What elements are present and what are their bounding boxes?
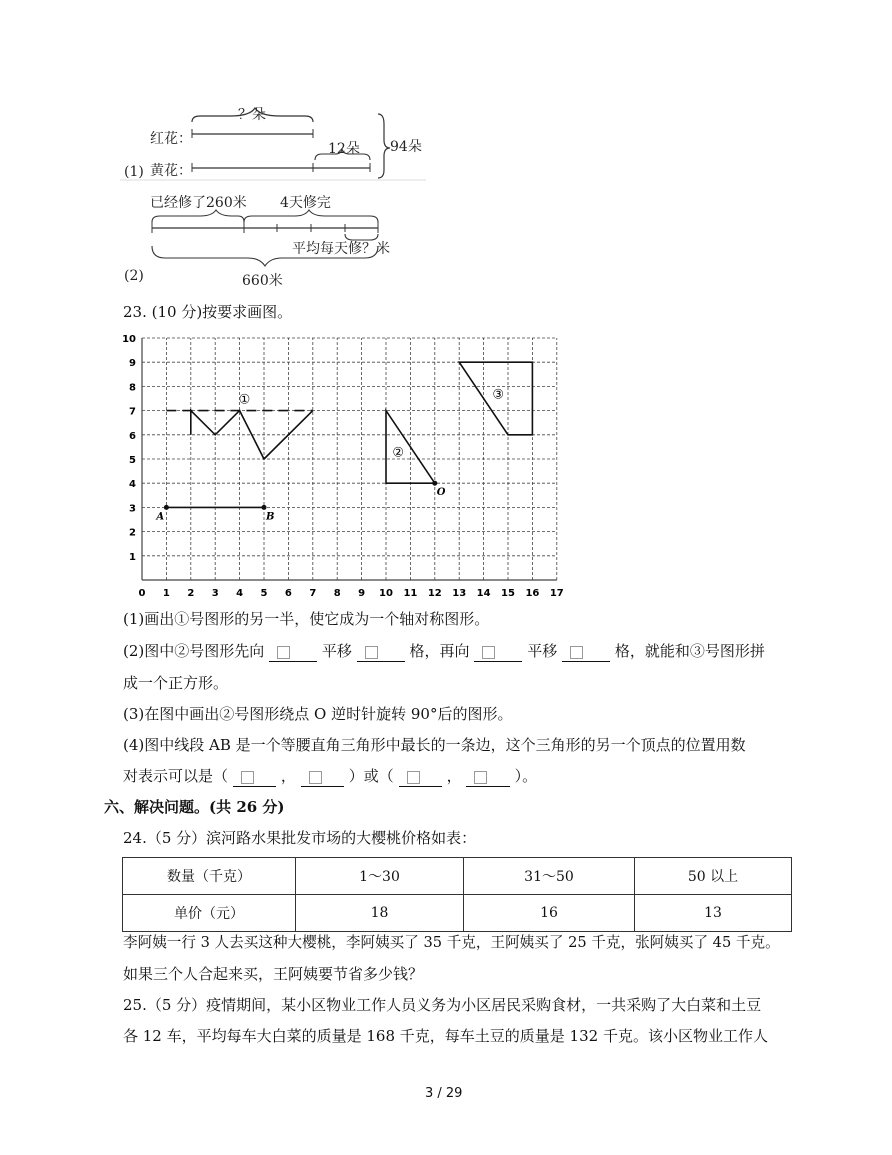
x-tick-label: 0 <box>138 588 146 599</box>
label-a: A <box>156 511 165 523</box>
q24-title: 24.（5 分）滨河路水果批发市场的大樱桃价格如表： <box>123 829 477 847</box>
table-cell: 单价（元） <box>123 895 296 932</box>
table-cell: 数量（千克） <box>123 858 296 895</box>
q23-part4-e: ）。 <box>514 767 538 785</box>
label-b: B <box>266 511 275 523</box>
diagram-2-number: (2) <box>124 268 144 284</box>
diagram-2-total: 660米 <box>242 273 283 289</box>
point-b <box>262 505 267 510</box>
x-tick-label: 5 <box>260 588 268 599</box>
y-tick-label: 4 <box>129 479 136 491</box>
y-tick-label: 2 <box>129 527 136 539</box>
x-tick-label: 17 <box>549 588 564 599</box>
y-tick-label: 10 <box>122 334 136 345</box>
x-tick-label: 11 <box>403 588 418 599</box>
diagram-1-total: 94朵 <box>390 139 422 155</box>
q23-part4-b: ， <box>280 767 296 785</box>
diagram-2-avg: 平均每天修？米 <box>292 241 390 257</box>
x-tick-label: 2 <box>187 588 195 599</box>
shape-2-label: ② <box>392 445 405 461</box>
q24-line1: 李阿姨一行 3 人去买这种大樱桃，李阿姨买了 35 千克，王阿姨买了 25 千克，张阿姨买了 45 千克。 <box>123 934 780 951</box>
x-tick-label: 13 <box>452 588 467 599</box>
q23-part4-line2 <box>123 766 537 787</box>
diagram-1 <box>120 100 440 185</box>
y-tick-label: 1 <box>129 551 136 563</box>
x-tick-label: 6 <box>284 588 292 599</box>
y-tick-label: 7 <box>129 406 136 418</box>
x-tick-label: 7 <box>309 588 317 599</box>
diagram-1-yellow-label: 黄花： <box>150 163 192 179</box>
x-tick-label: 4 <box>236 588 244 599</box>
q23-part2-e: 格，就能和③号图形拼 <box>614 642 765 660</box>
blank-box <box>309 771 322 784</box>
section-6-title: 六、解决问题。(共 26 分) <box>104 798 285 816</box>
table-cell: 18 <box>296 895 464 932</box>
q23-part1: (1)画出①号图形的另一半，使它成为一个轴对称图形。 <box>123 610 490 628</box>
x-tick-label: 10 <box>379 588 393 599</box>
q25-line2: 各 12 车，平均每车大白菜的质量是 168 千克，每车土豆的质量是 132 千克。该小区物业工作人 <box>123 1027 768 1045</box>
answer-blank-x2[interactable] <box>399 766 442 787</box>
y-tick-label: 8 <box>129 382 136 394</box>
x-tick-label: 9 <box>358 588 366 599</box>
table-cell: 1～30 <box>296 858 464 895</box>
q23-title: 23. (10 分)按要求画图。 <box>123 303 293 321</box>
table-cell: 31～50 <box>464 858 635 895</box>
label-o: O <box>436 487 446 499</box>
q23-part2-c: 格，再向 <box>409 642 470 660</box>
q23-part4-c: ）或（ <box>348 767 394 785</box>
q23-part3: (3)在图中画出②号图形绕点 O 逆时针旋转 90°后的图形。 <box>123 705 513 723</box>
diagram-1-lines <box>120 100 440 185</box>
y-tick-label: 3 <box>129 503 136 515</box>
diagram-1-question: ？朵 <box>238 107 266 123</box>
q24-line2: 如果三个人合起来买，王阿姨要节省多少钱？ <box>123 965 424 983</box>
point-a <box>164 505 169 510</box>
table-cell: 13 <box>635 895 792 932</box>
shape-3-label: ③ <box>492 387 505 403</box>
blank-box <box>407 771 420 784</box>
blank-box <box>277 646 290 659</box>
answer-blank-x1[interactable] <box>233 766 276 787</box>
diagram-2-lines <box>120 186 440 290</box>
x-tick-label: 15 <box>501 588 515 599</box>
y-tick-label: 6 <box>129 430 136 442</box>
q23-part4-line1: (4)图中线段 AB 是一个等腰直角三角形中最长的一条边，这个三角形的另一个顶点的位置用数 <box>123 736 746 754</box>
answer-blank-steps-1[interactable] <box>357 641 405 662</box>
blank-box <box>570 646 583 659</box>
diagram-2-days: 4天修完 <box>280 195 331 211</box>
shape-1-label: ① <box>238 392 251 408</box>
blank-box <box>365 646 378 659</box>
page-number: 3 / 29 <box>425 1086 463 1101</box>
price-table <box>122 857 792 932</box>
q23-part2-b: 平移 <box>321 642 352 660</box>
y-tick-label: 5 <box>129 455 136 466</box>
coordinate-grid <box>112 328 572 600</box>
y-tick-label: 9 <box>129 358 136 370</box>
q23-part4-a: 对表示可以是（ <box>123 767 229 785</box>
blank-box <box>241 771 254 784</box>
q23-part2-a: (2)图中②号图形先向 <box>123 642 265 660</box>
answer-blank-y1[interactable] <box>301 766 344 787</box>
answer-blank-steps-2[interactable] <box>562 641 610 662</box>
x-tick-label: 1 <box>162 588 170 599</box>
q23-part2-line1 <box>123 641 765 662</box>
x-tick-label: 3 <box>211 588 219 599</box>
table-row <box>123 895 792 932</box>
diagram-2-done: 已经修了260米 <box>150 195 247 211</box>
x-tick-label: 8 <box>333 588 341 599</box>
q23-part2-line2: 成一个正方形。 <box>123 674 229 692</box>
table-cell: 16 <box>464 895 635 932</box>
diagram-1-red-label: 红花： <box>150 131 192 147</box>
table-cell: 50 以上 <box>635 858 792 895</box>
diagram-2 <box>120 186 440 290</box>
x-tick-label: 12 <box>427 588 442 599</box>
q25-line1: 25.（5 分）疫情期间，某小区物业工作人员义务为小区居民采购食材，一共采购了大白菜和土豆 <box>123 996 762 1014</box>
x-tick-label: 14 <box>476 588 491 599</box>
blank-box <box>474 771 487 784</box>
blank-box <box>482 646 495 659</box>
diagram-1-number: (1) <box>124 164 144 180</box>
answer-blank-direction-1[interactable] <box>269 641 317 662</box>
x-tick-label: 16 <box>525 588 540 599</box>
q23-part4-d: ， <box>446 767 462 785</box>
diagram-1-extra: 12朵 <box>328 141 360 157</box>
answer-blank-direction-2[interactable] <box>474 641 522 662</box>
point-o <box>432 481 437 486</box>
answer-blank-y2[interactable] <box>466 766 509 787</box>
q23-part2-d: 平移 <box>527 642 558 660</box>
table-row <box>123 858 792 895</box>
